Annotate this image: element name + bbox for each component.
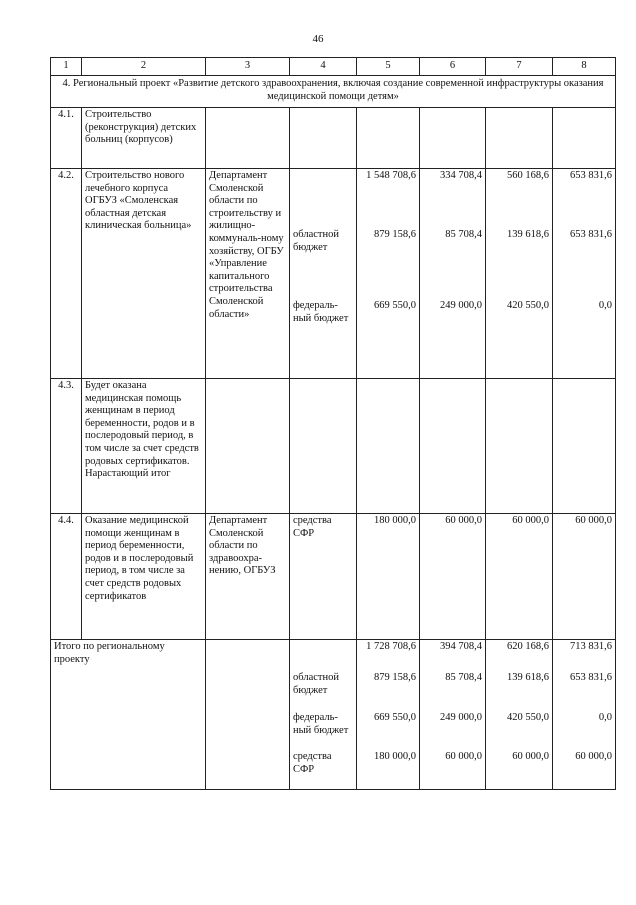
value-regional: 139 618,6 [507, 229, 549, 240]
value-regional: 85 708,4 [445, 672, 482, 683]
value-federal: 249 000,0 [440, 712, 482, 723]
value-cell: 60 000,0 [420, 514, 486, 640]
header-cell: 4 [290, 58, 357, 76]
value-total: 653 831,6 [570, 170, 612, 181]
source-regional: областной бюджет [293, 229, 339, 253]
value-federal: 420 550,0 [507, 300, 549, 311]
value-total: 620 168,6 [507, 641, 549, 652]
header-cell: 6 [420, 58, 486, 76]
value-federal: 0,0 [598, 300, 612, 311]
header-cell: 7 [486, 58, 553, 76]
value-total: 334 708,4 [440, 170, 482, 181]
header-cell: 1 [51, 58, 82, 76]
table-row [51, 514, 616, 640]
value-regional: 879 158,6 [374, 229, 416, 240]
value-federal: 669 550,0 [374, 712, 416, 723]
col7-values [486, 169, 553, 379]
source-sfr: средства СФР [293, 751, 332, 775]
row-name: Оказание медицинской помощи женщинам в период беременности, родов и в послеродовый период, в том числе за счет средств родовых сертификатов [82, 514, 206, 640]
header-row [51, 58, 616, 76]
value-total: 713 831,6 [570, 641, 612, 652]
budget-table [50, 57, 616, 790]
value-federal: 420 550,0 [507, 712, 549, 723]
value-federal: 249 000,0 [440, 300, 482, 311]
row-source: средства СФР [290, 514, 357, 640]
value-regional: 653 831,6 [570, 229, 612, 240]
header-cell: 2 [82, 58, 206, 76]
totals-label: Итого по региональному проекту [51, 640, 206, 790]
row-number: 4.4. [51, 514, 82, 640]
col7-values [486, 640, 553, 790]
value-total: 394 708,4 [440, 641, 482, 652]
header-cell: 8 [553, 58, 616, 76]
value-federal: 669 550,0 [374, 300, 416, 311]
funding-sources [290, 640, 357, 790]
row-executor: Департамент Смоленской области по здравоохра-нению, ОГБУЗ [206, 514, 290, 640]
row-name: Строительство (реконструкция) детских больниц (корпусов) [82, 108, 206, 169]
source-federal: федераль-ный бюджет [293, 300, 349, 324]
section-title: 4. Региональный проект «Развитие детского здравоохранения, включая создание современной инфраструктуры оказания медицинской помощи детям» [51, 76, 616, 108]
col6-values [420, 640, 486, 790]
col5-values [357, 640, 420, 790]
value-total: 1 548 708,6 [366, 170, 416, 181]
header-cell: 5 [357, 58, 420, 76]
header-cell: 3 [206, 58, 290, 76]
table-row [51, 169, 616, 379]
value-cell: 60 000,0 [553, 514, 616, 640]
value-regional: 653 831,6 [570, 672, 612, 683]
value-cell: 60 000,0 [486, 514, 553, 640]
source-federal: федераль-ный бюджет [293, 712, 349, 736]
value-sfr: 60 000,0 [575, 751, 612, 762]
value-sfr: 180 000,0 [374, 751, 416, 762]
value-regional: 879 158,6 [374, 672, 416, 683]
value-sfr: 60 000,0 [445, 751, 482, 762]
row-executor: Департамент Смоленской области по строительству и жилищно-коммуналь-ному хозяйству, ОГБУ «Управление капитального строительства Смоленской области» [206, 169, 290, 379]
totals-row [51, 640, 616, 790]
value-federal: 0,0 [598, 712, 612, 723]
value-sfr: 60 000,0 [512, 751, 549, 762]
col8-values [553, 640, 616, 790]
page-number: 46 [312, 33, 324, 45]
table-row [51, 379, 616, 514]
value-cell: 180 000,0 [357, 514, 420, 640]
col8-values [553, 169, 616, 379]
value-regional: 139 618,6 [507, 672, 549, 683]
value-regional: 85 708,4 [445, 229, 482, 240]
table-row [51, 108, 616, 169]
source-regional: областной бюджет [293, 672, 339, 696]
funding-sources [290, 169, 357, 379]
value-total: 560 168,6 [507, 170, 549, 181]
row-number: 4.2. [51, 169, 82, 379]
value-total: 1 728 708,6 [366, 641, 416, 652]
row-number: 4.1. [51, 108, 82, 169]
row-number: 4.3. [51, 379, 82, 514]
col6-values [420, 169, 486, 379]
row-name: Будет оказана медицинская помощь женщинам в период беременности, родов и в послеродовый период, в том числе за счет средств родовых сертификатов. Нарастающий итог [82, 379, 206, 514]
col5-values [357, 169, 420, 379]
row-name: Строительство нового лечебного корпуса ОГБУЗ «Смоленская областная детская клиническая больница» [82, 169, 206, 379]
section-row [51, 76, 616, 108]
